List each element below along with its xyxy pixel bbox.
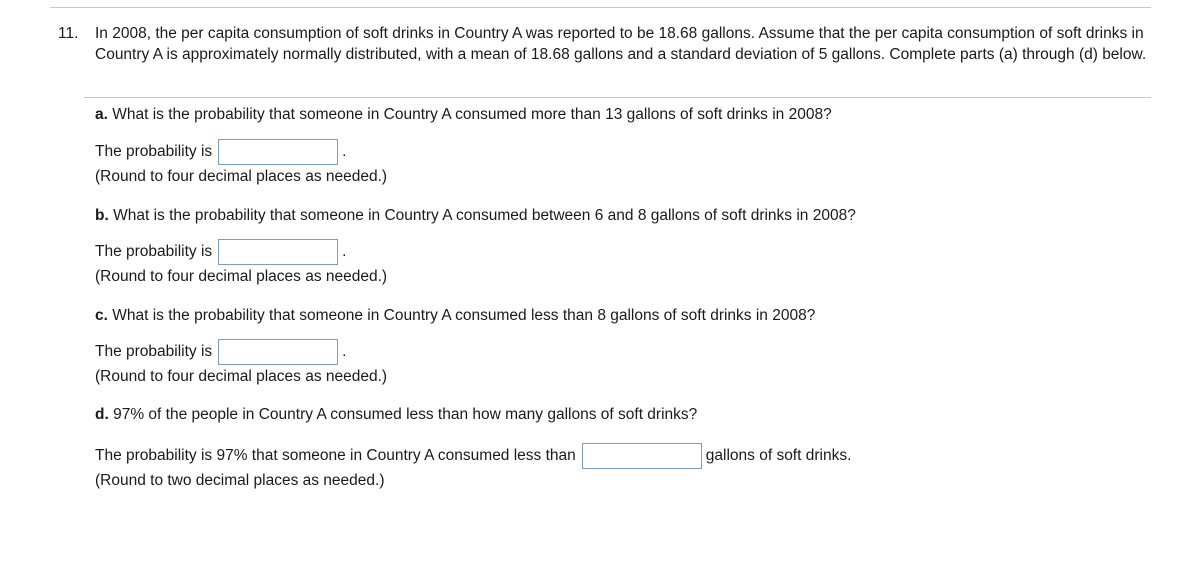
part-b-rounding-note: (Round to four decimal places as needed.) xyxy=(95,268,388,285)
part-a-rounding-note: (Round to four decimal places as needed.) xyxy=(95,168,388,185)
part-d-question xyxy=(95,405,697,425)
part-d-answer-suffix: gallons of soft drinks. xyxy=(705,447,852,464)
part-c-rounding-note: (Round to four decimal places as needed.) xyxy=(95,368,388,385)
part-b-answer-prefix: The probability is xyxy=(95,243,213,260)
top-divider xyxy=(50,7,1151,8)
part-b-question-text: What is the probability that someone in Country A consumed between 6 and 8 gallons of soft drinks in 2008? xyxy=(113,207,856,224)
stem-divider xyxy=(84,97,1151,98)
part-c-answer-line xyxy=(95,339,346,365)
part-d-answer-prefix: The probability is 97% that someone in Country A consumed less than xyxy=(95,447,576,464)
part-b-answer-suffix: . xyxy=(342,243,347,260)
part-a-question xyxy=(95,105,832,125)
part-c-answer-suffix: . xyxy=(342,343,347,360)
part-c-question-text: What is the probability that someone in Country A consumed less than 8 gallons of soft drinks in 2008? xyxy=(112,307,816,324)
part-b-answer-line xyxy=(95,239,346,265)
part-b-answer-input[interactable] xyxy=(218,239,338,265)
question-stem: In 2008, the per capita consumption of soft drinks in Country A was reported to be 18.68 gallons. Assume that the per capita consumption of soft drinks in Country A is approximately normally distributed, with a mean of 18.68 gallons and a standard deviation of 5 gallons. Complete parts (a) through (d) below. xyxy=(95,25,1147,63)
part-d-question-text: 97% of the people in Country A consumed less than how many gallons of soft drinks? xyxy=(113,406,698,423)
part-b-label: b. xyxy=(95,207,109,224)
part-a-answer-line xyxy=(95,139,346,165)
part-a-answer-suffix: . xyxy=(342,143,347,160)
part-c-answer-prefix: The probability is xyxy=(95,343,213,360)
question-number: 11. xyxy=(58,25,79,42)
part-a-answer-prefix: The probability is xyxy=(95,143,213,160)
part-a-question-text: What is the probability that someone in Country A consumed more than 13 gallons of soft drinks in 2008? xyxy=(112,106,832,123)
part-d-rounding-note: (Round to two decimal places as needed.) xyxy=(95,472,385,489)
part-a-answer-input[interactable] xyxy=(218,139,338,165)
part-d-answer-line xyxy=(95,443,851,469)
part-c-answer-input[interactable] xyxy=(218,339,338,365)
part-b-question xyxy=(95,206,856,226)
part-d-label: d. xyxy=(95,406,109,423)
part-c-question xyxy=(95,306,815,326)
part-c-label: c. xyxy=(95,307,108,324)
part-d-answer-input[interactable] xyxy=(582,443,702,469)
part-a-label: a. xyxy=(95,106,108,123)
